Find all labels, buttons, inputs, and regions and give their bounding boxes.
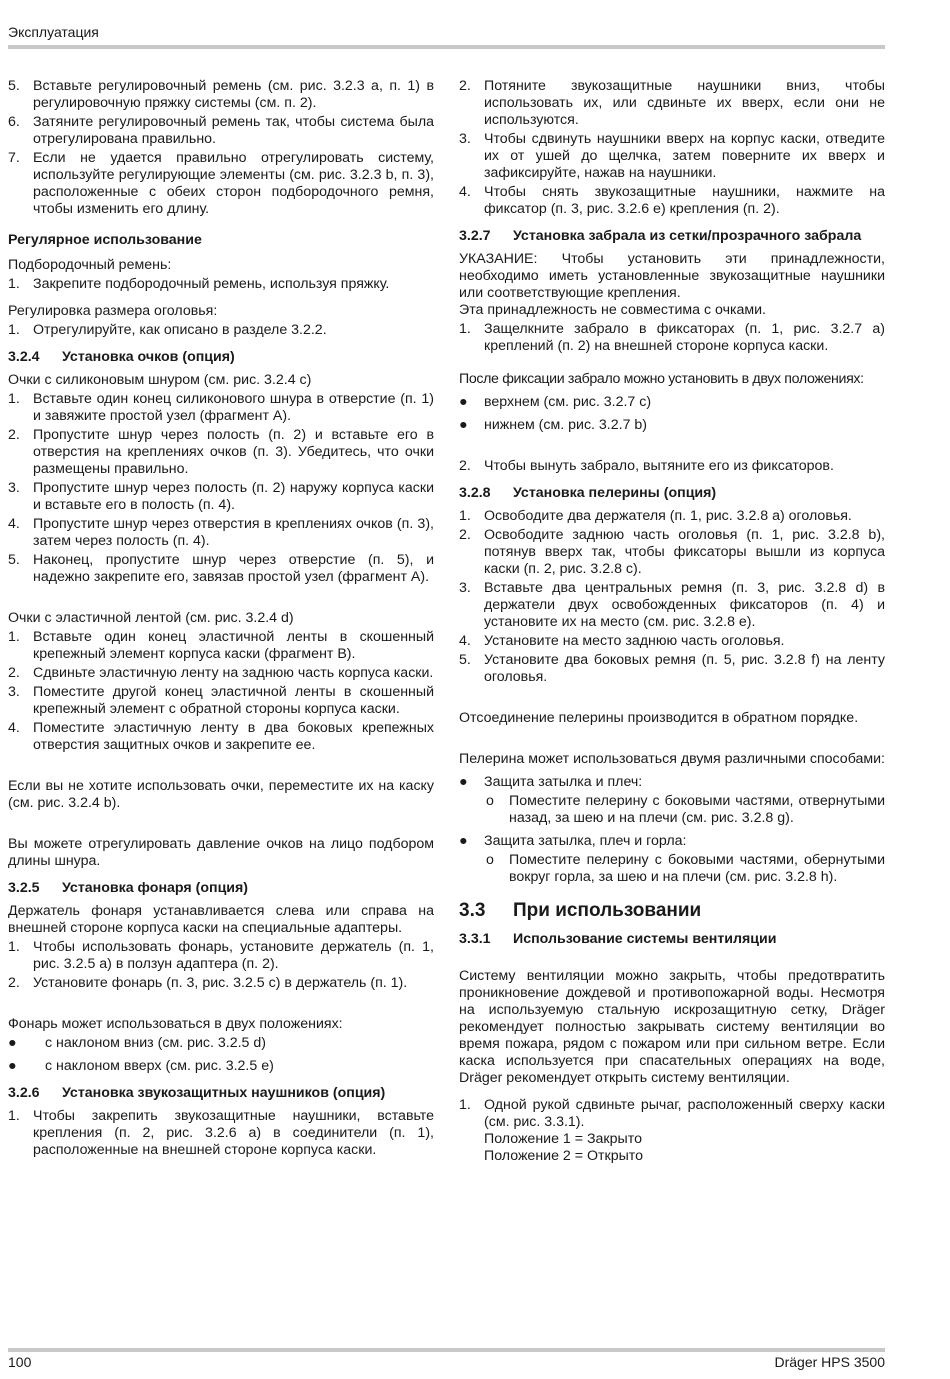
list-item [8,939,434,973]
item-text: Чтобы закрепить звукозащитные наушники, вставьте крепления (п. 2, рис. 3.2.6 a) в соединители (п. 1), расположенные на внешней стороне корпуса каски. [33,1108,434,1158]
list-item [8,427,434,478]
list-item [8,516,434,550]
list-item [8,720,434,754]
item-line: Положение 1 = Закрыто [484,1131,642,1147]
item-text: Вставьте один конец силиконового шнура в отверстие (п. 1) и завяжите простой узел (фрагмент A). [33,391,434,424]
list-silicone-cord [8,391,434,586]
item-number: 4. [459,184,471,200]
para-pressure: Вы можете отрегулировать давление очков на лицо подбором длины шнура. [8,836,434,869]
bullet-item [8,1058,434,1075]
list-item [459,131,885,182]
item-text: Освободите заднюю часть оголовья (п. 1, рис. 3.2.8 b), потянув вверх так, чтобы фиксаторы вышли из корпуса каски (п. 2, рис. 3.2.8 c). [484,527,885,577]
list-item [8,391,434,425]
list-item [8,150,434,218]
bullet-text: Защита затылка, плеч и горла: [484,833,687,849]
visor-positions-label: После фиксации забрало можно установить в двух положениях: [459,371,864,387]
item-text: Потяните звукозащитные наушники вниз, чтобы использовать их, или сдвиньте их вверх, если они не используются. [484,78,885,128]
item-number: 5. [459,652,471,668]
item-text: Чтобы вынуть забрало, вытяните его из фиксаторов. [484,458,834,474]
item-number: 4. [8,516,20,532]
list-ear-protection [8,1108,434,1159]
section-heading-3-2-8 [459,485,885,502]
silicone-label: Очки с силиконовым шнуром (см. рис. 3.2.4 c) [8,372,312,388]
item-number: 3. [8,684,20,700]
item-number: 3. [8,480,20,496]
item-number: 6. [8,114,20,130]
item-text: Установите на место заднюю часть оголовья. [484,633,785,649]
item-text: Сдвиньте эластичную ленту на заднюю часть корпуса каски. [33,665,434,681]
item-number: 4. [8,720,20,736]
section-heading-3-2-5 [8,880,434,897]
para-cape-ways: Пелерина может использоваться двумя различными способами: [459,751,886,767]
item-number: 1. [8,322,20,338]
list-item [459,184,885,218]
item-text: Если не удается правильно отрегулировать систему, используйте регулирующие элементы (см. рис. 3.2.3 b, п. 3), расположенные с обеих сторон подбородочного ремня, чтобы изменить его длину. [33,150,434,217]
item-number: 1. [8,629,20,645]
bullet-item [459,774,885,827]
circle-bullet-icon: o [486,793,494,809]
section-heading-3-2-7 [459,228,885,245]
bullet-icon: ● [459,833,468,849]
bullet-text: нижнем (см. рис. 3.2.7 b) [484,417,648,433]
item-text: Пропустите шнур через полость (п. 2) и вставьте его в отверстия на креплениях очков (п. 3). Убедитесь, что очки размещены правильно. [33,427,434,477]
sub-item-text: Поместите пелерину с боковыми частями, обернутыми вокруг горла, за шею и на плечи (см. рис. 3.2.8 h). [509,852,885,885]
section-number: 3.2.5 [8,880,40,896]
item-number: 7. [8,150,20,166]
sub-item-text: Поместите пелерину с боковыми частями, отвернутыми назад, за шею и на плечи (см. рис. 3.2.8 g). [509,793,885,826]
item-text: Вставьте регулировочный ремень (см. рис. 3.2.3 a, п. 1) в регулировочную пряжку системы (см. п. 2). [33,78,434,111]
item-text: Поместите другой конец эластичной ленты в скошенный крепежный элемент с обратной стороны корпуса каски. [33,684,434,717]
item-text: Чтобы сдвинуть наушники вверх на корпус каски, отведите их от ушей до щелчка, затем поверните их вверх и зафиксируйте, нажав на наушники. [484,131,885,181]
item-number: 2. [459,527,471,543]
heading-regular-use: Регулярное использование [8,232,202,248]
lamp-positions-label: Фонарь может использоваться в двух положениях: [8,1016,343,1032]
section-title: Установка забрала из сетки/прозрачного забрала [513,228,862,244]
section-number: 3.2.4 [8,349,40,365]
item-text: Защелкните забрало в фиксаторах (п. 1, рис. 3.2.7 a) креплений (п. 2) на внешней стороне корпуса каски. [484,321,885,354]
list-item [8,480,434,514]
sub-list [484,852,885,886]
item-text: Вставьте один конец эластичной ленты в скошенный крепежный элемент корпуса каски (фрагмент B). [33,629,434,662]
bullet-text: с наклоном вверх (см. рис. 3.2.5 e) [45,1058,274,1074]
item-number: 1. [8,939,20,955]
elastic-label: Очки с эластичной лентой (см. рис. 3.2.4 d) [8,610,294,626]
item-text: Вставьте два центральных ремня (п. 3, рис. 3.2.8 d) в держатели двух освобожденных фиксаторов (п. 4) и установите их на место (см. рис. 3.2.8 e). [484,580,885,630]
section-title: Использование системы вентиляции [513,931,777,947]
item-number: 2. [459,458,471,474]
item-text: Чтобы использовать фонарь, установите держатель (п. 1, рис. 3.2.5 a) в ползун адаптера (п. 2). [33,939,434,972]
page-number: 100 [8,1354,32,1370]
visor-note: УКАЗАНИЕ: Чтобы установить эти принадлежности, необходимо иметь установленные звукозащитные наушники или соответствующие крепления. [459,251,885,301]
list-item [459,633,885,650]
section-heading-3-2-6 [8,1085,434,1102]
bullet-text: Защита затылка и плеч: [484,774,643,790]
para-ventilation: Систему вентиляции можно закрыть, чтобы предотвратить проникновение дождевой и противопожарной воды. Несмотря на используемую стальную искрозащитную сетку, Dräger рекомендует полностью закрывать систему вентиляции во время пожара, рядом с пожаром или при сильном ветре. Если каска используется при спасательных операциях на воде, Dräger рекомендует открыть систему вентиляции. [459,968,885,1086]
list-visor-positions [459,394,885,434]
item-number: 2. [8,665,20,681]
item-number: 2. [8,427,20,443]
section-title: Установка пелерины (опция) [513,485,717,501]
item-line: Положение 2 = Открыто [484,1148,644,1164]
sub-item [484,793,885,827]
item-number: 3. [459,580,471,596]
product-name: Dräger HPS 3500 [774,1354,885,1370]
item-text: Пропустите шнур через отверстия в креплениях очков (п. 3), затем через полость (п. 4). [33,516,434,549]
right-column [459,78,885,1175]
list-lamp-positions [8,1035,434,1075]
item-text: Установите фонарь (п. 3, рис. 3.2.5 c) в держатель (п. 1). [33,975,408,991]
list-item [8,629,434,663]
item-number: 2. [8,975,20,991]
list-item [8,975,434,992]
left-column [8,78,434,1169]
item-number: 1. [8,391,20,407]
section-number: 3.3 [459,900,486,921]
list-cape [459,508,885,686]
visor-note-compat: Эта принадлежность не совместима с очками. [459,302,766,318]
item-text: Поместите эластичную ленту в два боковых крепежных отверстия защитных очков и закрепите ее. [33,720,434,753]
bullet-text: верхнем (см. рис. 3.2.7 c) [484,394,652,410]
list-ear-protection-continued [459,78,885,218]
list-lamp [8,939,434,992]
list-item [459,321,885,355]
para-cape-detach: Отсоединение пелерины производится в обратном порядке. [459,710,859,726]
list-chin-strap [8,276,434,293]
section-number: 3.2.7 [459,228,491,244]
section-heading-3-2-4 [8,349,434,366]
sub-item [484,852,885,886]
item-number: 1. [459,321,471,337]
footer-rule [8,1348,885,1352]
item-text: Одной рукой сдвиньте рычаг, расположенный сверху каски (см. рис. 3.3.1). [484,1097,885,1130]
running-header: Эксплуатация [8,24,99,40]
item-number: 1. [459,508,471,524]
item-number: 1. [459,1097,471,1113]
para-lamp-holder: Держатель фонаря устанавливается слева или справа на внешней стороне корпуса каски на специальные адаптеры. [8,903,434,936]
list-item [8,665,434,682]
section-number: 3.2.6 [8,1085,40,1101]
bullet-icon: ● [8,1035,17,1051]
list-cape-ways [459,774,885,886]
section-title: Установка очков (опция) [62,349,235,365]
list-item [8,684,434,718]
list-elastic-band [8,629,434,754]
bullet-item [459,417,885,434]
chin-strap-label: Подбородочный ремень: [8,257,172,273]
section-heading-3-3 [459,902,885,919]
item-text: Чтобы снять звукозащитные наушники, нажмите на фиксатор (п. 3, рис. 3.2.6 e) крепления (п. 2). [484,184,885,217]
list-item [8,276,434,293]
list-item [8,114,434,148]
item-text: Освободите два держателя (п. 1, рис. 3.2.8 a) оголовья. [484,508,852,524]
list-ventilation [459,1097,885,1165]
item-number: 1. [8,1108,20,1124]
list-item [459,458,885,475]
item-number: 3. [459,131,471,147]
item-text: Наконец, пропустите шнур через отверстие (п. 5), и надежно закрепите его, завязав простой узел (фрагмент A). [33,552,434,585]
item-text: Закрепите подбородочный ремень, используя пряжку. [33,276,390,292]
list-item [459,508,885,525]
list-item [459,1097,885,1165]
item-number: 5. [8,552,20,568]
item-text: Пропустите шнур через полость (п. 2) наружу корпуса каски и вставьте его в полость (п. 4). [33,480,434,513]
bullet-text: с наклоном вниз (см. рис. 3.2.5 d) [45,1035,266,1051]
circle-bullet-icon: o [486,852,494,868]
bullet-icon: ● [459,774,468,790]
item-text: Установите два боковых ремня (п. 5, рис. 3.2.8 f) на ленту оголовья. [484,652,885,685]
header-rule [8,45,885,49]
bullet-icon: ● [459,417,468,433]
bullet-icon: ● [8,1058,17,1074]
list-item [459,78,885,129]
item-number: 1. [8,276,20,292]
item-text: Отрегулируйте, как описано в разделе 3.2.2. [33,322,327,338]
para-not-use-glasses: Если вы не хотите использовать очки, переместите их на каску (см. рис. 3.2.4 b). [8,778,434,811]
section-title: Установка звукозащитных наушников (опция) [62,1085,386,1101]
section-number: 3.3.1 [459,931,491,947]
headband-label: Регулировка размера оголовья: [8,303,218,319]
list-item [459,527,885,578]
list-item [8,78,434,112]
item-text: Затяните регулировочный ремень так, чтобы система была отрегулирована правильно. [33,114,434,147]
section-number: 3.2.8 [459,485,491,501]
list-headband [8,322,434,339]
bullet-item [459,394,885,411]
list-item [8,1108,434,1159]
section-title: Установка фонаря (опция) [62,880,249,896]
item-number: 2. [459,78,471,94]
list-adjust-strap [8,78,434,218]
list-item [8,322,434,339]
list-visor [459,321,885,355]
section-heading-3-3-1 [459,931,885,948]
list-visor-remove [459,458,885,475]
bullet-icon: ● [459,394,468,410]
list-item [459,580,885,631]
sub-list [484,793,885,827]
item-number: 4. [459,633,471,649]
section-title: При использовании [513,900,702,921]
list-item [8,552,434,586]
bullet-item [459,833,885,886]
bullet-item [8,1035,434,1052]
list-item [459,652,885,686]
item-number: 5. [8,78,20,94]
